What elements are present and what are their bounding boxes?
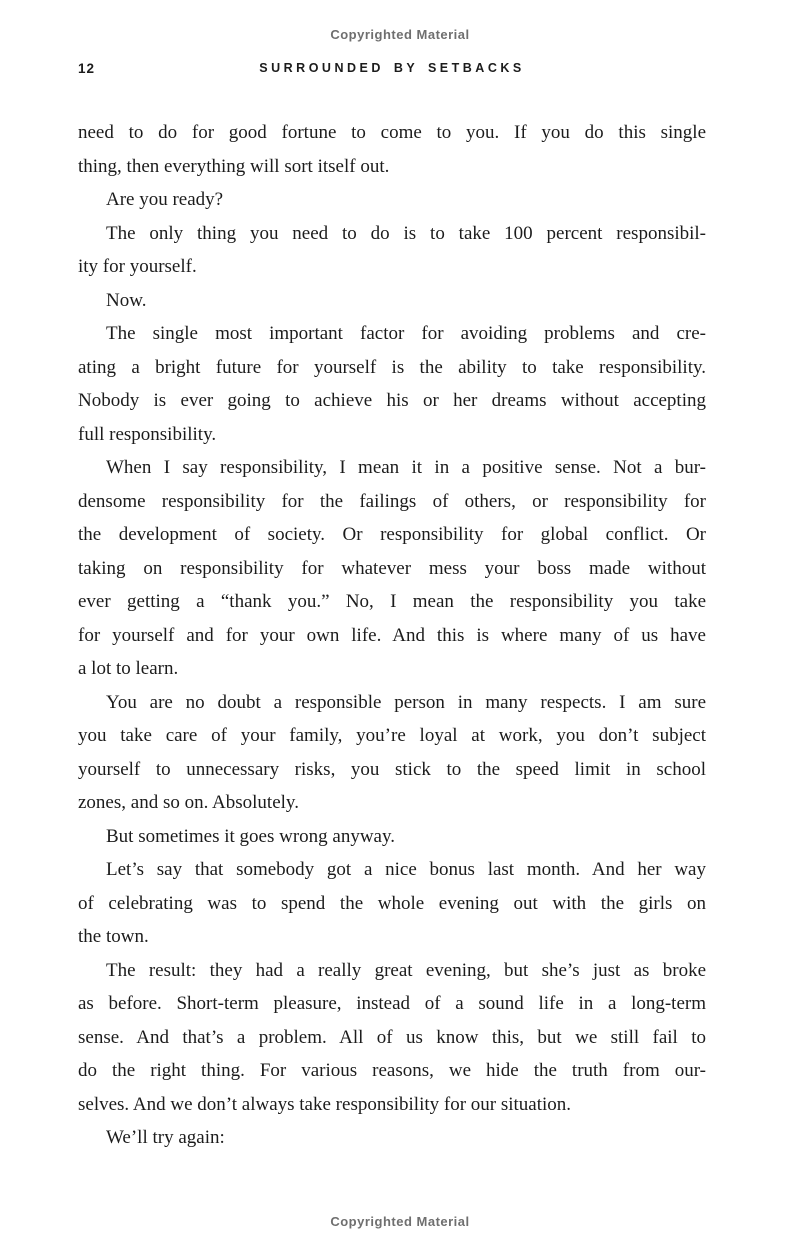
running-header-title: SURROUNDED BY SETBACKS (259, 61, 525, 75)
text-line: you take care of your family, you’re loyal at work, you don’t subject (78, 725, 706, 746)
text-line: taking on responsibility for whatever mess your boss made without (78, 557, 706, 579)
text-line: as before. Short-term pleasure, instead of a sound life in a long-term (78, 993, 706, 1014)
text-line: The only thing you need to do is to take 100 percent responsibil- (106, 222, 706, 244)
text-line: zones, and so on. Absolutely. (78, 792, 299, 813)
text-line: need to do for good fortune to come to you. If you do this single (78, 122, 706, 143)
text-line: The result: they had a really great evening, but she’s just as broke (106, 959, 706, 981)
text-line: But sometimes it goes wrong anyway. (106, 825, 396, 847)
text-line: sense. And that’s a problem. All of us know this, but we still fail to (78, 1026, 706, 1048)
text-line: of celebrating was to spend the whole evening out with the girls on (78, 892, 706, 914)
text-line: for yourself and for your own life. And this is where many of us have (78, 624, 706, 646)
text-line: Nobody is ever going to achieve his or her dreams without accepting (78, 390, 706, 411)
text-line: You are no doubt a responsible person in many respects. I am sure (106, 691, 706, 713)
body-text (78, 116, 706, 1155)
text-line: do the right thing. For various reasons, we hide the truth from our- (78, 1060, 706, 1081)
copyright-notice-bottom: Copyrighted Material (330, 1214, 470, 1229)
text-line: a lot to learn. (78, 658, 179, 679)
text-line: full responsibility. (78, 423, 217, 445)
running-header (78, 61, 706, 79)
text-line: The single most important factor for avoiding problems and cre- (106, 323, 706, 344)
text-line: ity for yourself. (78, 256, 197, 277)
text-line: Let’s say that somebody got a nice bonus last month. And her way (106, 859, 706, 880)
text-line: ating a bright future for yourself is the ability to take responsibility. (78, 356, 706, 378)
text-line: ever getting a “thank you.” No, I mean the responsibility you take (78, 591, 706, 612)
copyright-notice-top: Copyrighted Material (330, 27, 470, 42)
text-line: We’ll try again: (106, 1127, 225, 1148)
page-number: 12 (78, 61, 96, 76)
text-line: When I say responsibility, I mean it in a positive sense. Not a bur- (106, 457, 706, 478)
text-line: the development of society. Or responsibility for global conflict. Or (78, 524, 706, 545)
text-line: selves. And we don’t always take responsibility for our situation. (78, 1093, 572, 1115)
text-line: Now. (106, 289, 147, 311)
text-line: densome responsibility for the failings of others, or responsibility for (78, 490, 706, 512)
text-line: yourself to unnecessary risks, you stick to the speed limit in school (78, 758, 706, 780)
text-line: the town. (78, 926, 149, 947)
text-line: Are you ready? (106, 189, 224, 210)
text-line: thing, then everything will sort itself out. (78, 155, 390, 177)
